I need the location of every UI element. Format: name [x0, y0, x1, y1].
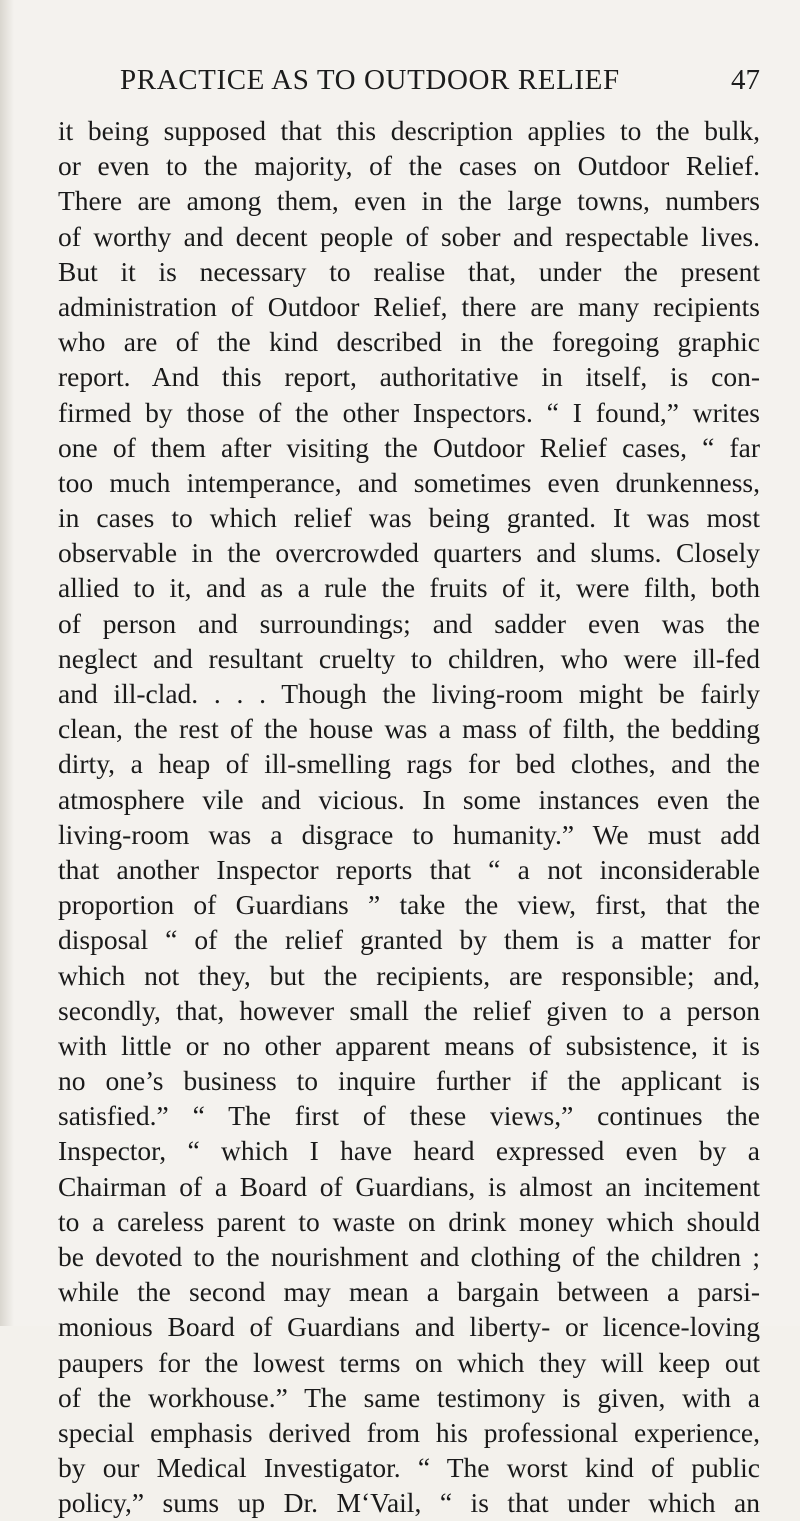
text-line: no one’s business to inquire further if the applicant is: [58, 1065, 760, 1097]
text-line: disposal “ of the relief granted by them is a matter for: [58, 924, 760, 956]
body-text: [58, 113, 760, 1521]
text-line: atmosphere vile and vicious. In some instances even the: [58, 783, 760, 815]
text-line: special emphasis derived from his professional experience,: [58, 1416, 760, 1448]
text-line: paupers for the lowest terms on which they will keep out: [58, 1346, 760, 1378]
text-line: to a careless parent to waste on drink money which should: [58, 1205, 760, 1237]
text-line: secondly, that, however small the relief given to a person: [58, 994, 760, 1026]
text-line: clean, the rest of the house was a mass of filth, the bedding: [58, 713, 760, 745]
text-line: proportion of Guardians ” take the view, first, that the: [58, 889, 760, 921]
text-line: policy,” sums up Dr. M‘Vail, “ is that under which an: [58, 1487, 760, 1519]
text-line: Chairman of a Board of Guardians, is almost an incitement: [58, 1170, 760, 1202]
text-line: by our Medical Investigator. “ The worst kind of public: [58, 1452, 760, 1484]
text-line: who are of the kind described in the foregoing graphic: [58, 326, 760, 358]
text-line: it being supposed that this description applies to the bulk,: [58, 115, 760, 146]
text-line: monious Board of Guardians and liberty- or licence-loving: [58, 1311, 760, 1343]
text-line: of worthy and decent people of sober and respectable lives.: [58, 220, 760, 252]
text-line: with little or no other apparent means of subsistence, it is: [58, 1029, 760, 1061]
text-line: neglect and resultant cruelty to children, who were ill-fed: [58, 642, 760, 674]
text-line: be devoted to the nourishment and clothing of the children ;: [58, 1241, 760, 1272]
running-head-title: PRACTICE AS TO OUTDOOR RELIEF: [120, 64, 620, 96]
running-head: [120, 64, 760, 104]
text-line: of the workhouse.” The same testimony is given, with a: [58, 1381, 760, 1413]
text-line: There are among them, even in the large towns, numbers: [58, 185, 760, 217]
text-line: administration of Outdoor Relief, there are many recipients: [58, 290, 760, 322]
text-line: too much intemperance, and sometimes even drunkenness,: [58, 466, 760, 498]
text-line: observable in the overcrowded quarters and slums. Closely: [58, 537, 760, 569]
text-line: in cases to which relief was being granted. It was most: [58, 502, 760, 534]
text-line: living-room was a disgrace to humanity.” We must add: [58, 818, 760, 850]
text-line: firmed by those of the other Inspectors. “ I found,” writes: [58, 396, 760, 428]
text-line: while the second may mean a bargain between a parsi-: [58, 1276, 760, 1308]
text-line: allied to it, and as a rule the fruits of it, were filth, both: [58, 572, 760, 604]
text-line: or even to the majority, of the cases on Outdoor Relief.: [58, 150, 760, 182]
text-line: that another Inspector reports that “ a not inconsiderable: [58, 853, 760, 885]
text-line: dirty, a heap of ill-smelling rags for bed clothes, and the: [58, 748, 760, 780]
text-line: and ill-clad. . . . Though the living-room might be fairly: [58, 678, 760, 709]
page-number: 47: [731, 64, 760, 96]
page-spine-shadow: [0, 0, 14, 1326]
text-line: of person and surroundings; and sadder even was the: [58, 607, 760, 639]
text-line: one of them after visiting the Outdoor Relief cases, “ far: [58, 431, 760, 463]
text-line: But it is necessary to realise that, under the present: [58, 255, 760, 287]
text-line: satisfied.” “ The first of these views,” continues the: [58, 1100, 760, 1132]
text-line: Inspector, “ which I have heard expressed even by a: [58, 1135, 760, 1167]
text-line: which not they, but the recipients, are responsible; and,: [58, 959, 760, 991]
text-line: report. And this report, authoritative in itself, is con-: [58, 361, 760, 393]
